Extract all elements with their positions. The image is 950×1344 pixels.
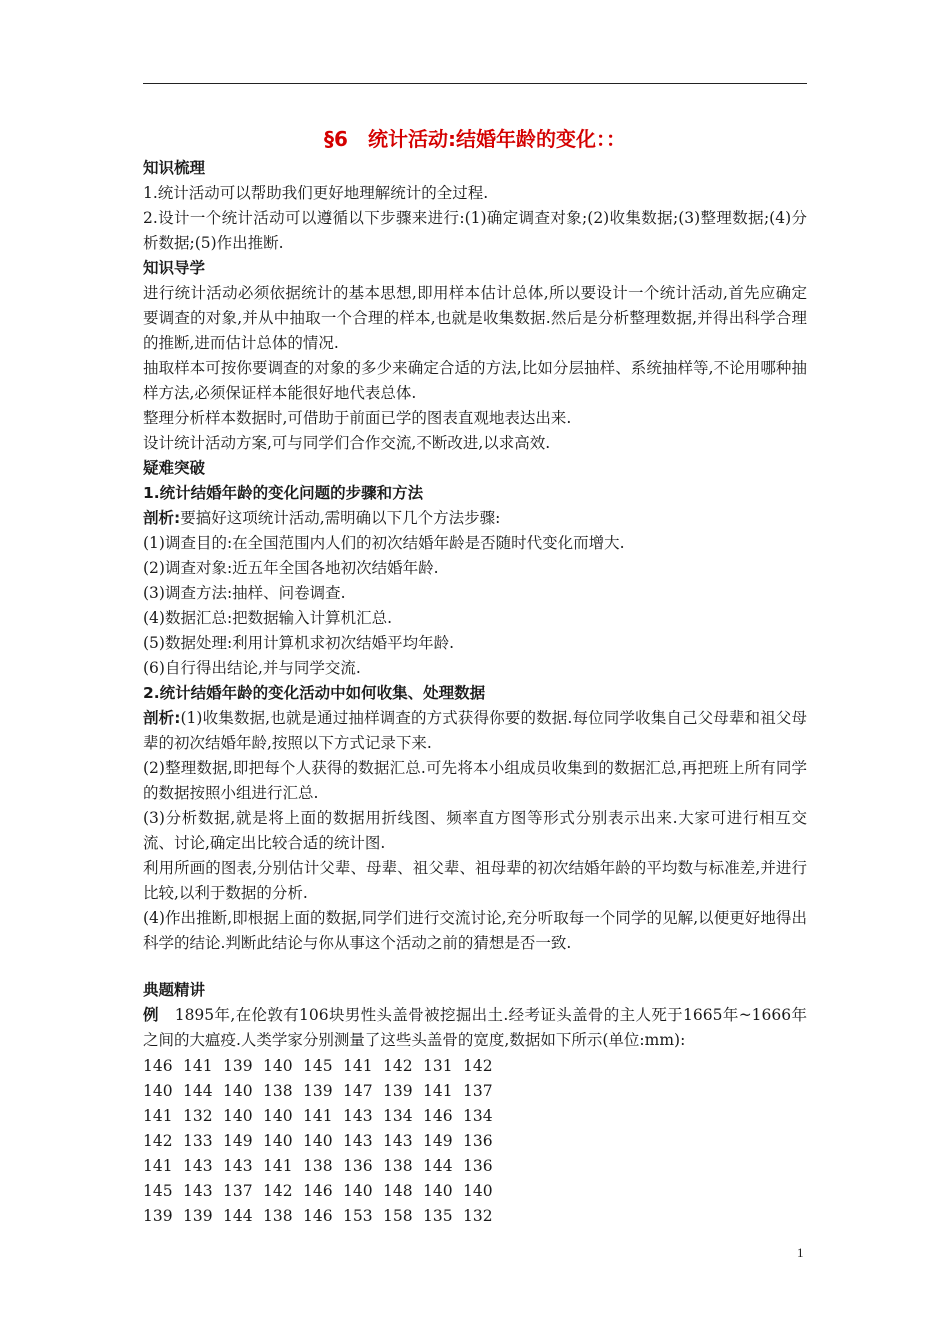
- step-6: (6)自行得出结论,并与同学交流.: [143, 659, 361, 677]
- table-cell: 133: [183, 1131, 213, 1150]
- table-cell: 146: [303, 1181, 333, 1200]
- table-cell: 136: [463, 1156, 493, 1175]
- table-cell: 138: [303, 1156, 333, 1175]
- table-cell: 140: [223, 1106, 253, 1125]
- table-cell: 142: [143, 1131, 173, 1150]
- table-cell: 140: [303, 1131, 333, 1150]
- table-cell: 139: [223, 1056, 253, 1075]
- table-cell: 143: [343, 1131, 373, 1150]
- section-heading-guide: 知识导学: [143, 259, 206, 277]
- table-cell: 140: [343, 1181, 373, 1200]
- table-cell: 146: [303, 1206, 333, 1225]
- table-cell: 146: [423, 1106, 453, 1125]
- table-cell: 132: [183, 1106, 213, 1125]
- table-cell: 138: [263, 1206, 293, 1225]
- table-cell: 137: [463, 1081, 493, 1100]
- table-cell: 138: [263, 1081, 293, 1100]
- table-cell: 141: [343, 1056, 373, 1075]
- table-cell: 140: [463, 1181, 493, 1200]
- question-2-analysis: [143, 706, 807, 756]
- table-cell: 149: [423, 1131, 453, 1150]
- table-row: [143, 1203, 513, 1228]
- table-cell: 136: [463, 1131, 493, 1150]
- table-cell: 142: [263, 1181, 293, 1200]
- analysis-p1: (1)收集数据,也就是通过抽样调查的方式获得你要的数据.每位同学收集自己父母辈和祖父母辈的初次结婚年龄,按照以下方式记录下来.: [143, 709, 807, 752]
- table-cell: 143: [223, 1156, 253, 1175]
- analysis-p5: (4)作出推断,即根据上面的数据,同学们进行交流讨论,充分听取每一个同学的见解,以便更好地得出科学的结论.判断此结论与你从事这个活动之前的猜想是否一致.: [143, 909, 807, 952]
- guide-paragraph-2: 抽取样本可按你要调查的对象的多少来确定合适的方法,比如分层抽样、系统抽样等,不论用哪种抽样方法,必须保证样本能很好地代表总体.: [143, 359, 807, 402]
- table-cell: 138: [383, 1156, 413, 1175]
- table-cell: 144: [423, 1156, 453, 1175]
- table-cell: 139: [303, 1081, 333, 1100]
- table-cell: 145: [303, 1056, 333, 1075]
- table-cell: 148: [383, 1181, 413, 1200]
- skull-width-table: [143, 1053, 513, 1228]
- table-cell: 134: [463, 1106, 493, 1125]
- page-title: §6 统计活动:结婚年龄的变化：：: [324, 127, 626, 151]
- analysis-p2: (2)整理数据,即把每个人获得的数据汇总.可先将本小组成员收集到的数据汇总,再把班上所有同学的数据按照小组进行汇总.: [143, 759, 807, 802]
- section-heading-outline: 知识梳理: [143, 159, 206, 177]
- table-cell: 141: [303, 1106, 333, 1125]
- table-cell: 139: [383, 1081, 413, 1100]
- table-row: [143, 1178, 513, 1203]
- step-1: (1)调查目的:在全国范围内人们的初次结婚年龄是否随时代变化而增大.: [143, 534, 625, 552]
- table-cell: 131: [423, 1056, 453, 1075]
- table-cell: 141: [143, 1106, 173, 1125]
- guide-paragraph-4: 设计统计活动方案,可与同学们合作交流,不断改进,以求高效.: [143, 434, 551, 452]
- question-2-heading: 2.统计结婚年龄的变化活动中如何收集、处理数据: [143, 684, 486, 702]
- table-row: [143, 1103, 513, 1128]
- table-cell: 141: [263, 1156, 293, 1175]
- table-cell: 140: [263, 1131, 293, 1150]
- table-row: [143, 1128, 513, 1153]
- table-cell: 140: [143, 1081, 173, 1100]
- analysis-intro: 要搞好这项统计活动,需明确以下几个方法步骤:: [180, 509, 501, 527]
- table-cell: 140: [423, 1181, 453, 1200]
- page-number: 1: [797, 1245, 804, 1260]
- table-cell: 139: [143, 1206, 173, 1225]
- table-cell: 144: [183, 1081, 213, 1100]
- example-text: [143, 1003, 807, 1053]
- table-cell: 139: [183, 1206, 213, 1225]
- analysis-label: 剖析:: [143, 509, 181, 527]
- section-heading-difficulties: 疑难突破: [143, 459, 206, 477]
- table-cell: 143: [383, 1131, 413, 1150]
- table-cell: 134: [383, 1106, 413, 1125]
- guide-paragraph-3: 整理分析样本数据时,可借助于前面已学的图表直观地表达出来.: [143, 409, 572, 427]
- table-cell: 140: [263, 1056, 293, 1075]
- section-heading-example: 典题精讲: [143, 981, 206, 999]
- table-cell: 140: [223, 1081, 253, 1100]
- table-cell: 144: [223, 1206, 253, 1225]
- analysis-p4: 利用所画的图表,分别估计父辈、母辈、祖父辈、祖母辈的初次结婚年龄的平均数与标准差,并进行比较,以利于数据的分析.: [143, 859, 807, 902]
- table-cell: 146: [143, 1056, 173, 1075]
- table-cell: 132: [463, 1206, 493, 1225]
- table-cell: 142: [383, 1056, 413, 1075]
- table-cell: 153: [343, 1206, 373, 1225]
- table-cell: 158: [383, 1206, 413, 1225]
- example-label: 例: [143, 1006, 159, 1024]
- question-1-analysis: [143, 506, 807, 531]
- table-cell: 145: [143, 1181, 173, 1200]
- table-cell: 147: [343, 1081, 373, 1100]
- step-5: (5)数据处理:利用计算机求初次结婚平均年龄.: [143, 634, 455, 652]
- table-cell: 137: [223, 1181, 253, 1200]
- table-cell: 136: [343, 1156, 373, 1175]
- table-cell: 141: [143, 1156, 173, 1175]
- table-cell: 135: [423, 1206, 453, 1225]
- analysis-p3: (3)分析数据,就是将上面的数据用折线图、频率直方图等形式分别表示出来.大家可进行相互交流、讨论,确定出比较合适的统计图.: [143, 809, 807, 852]
- example-body: 1895年,在伦敦有106块男性头盖骨被挖掘出土.经考证头盖骨的主人死于1665年~1666年之间的大瘟疫.人类学家分别测量了这些头盖骨的宽度,数据如下所示(单位:mm):: [143, 1006, 807, 1049]
- table-cell: 143: [183, 1181, 213, 1200]
- guide-paragraph-1: 进行统计活动必须依据统计的基本思想,即用样本估计总体,所以要设计一个统计活动,首先应确定要调查的对象,并从中抽取一个合理的样本,也就是收集数据.然后是分析整理数据,并得出科学合理的推断,进而估计总体的情况.: [143, 284, 807, 352]
- step-3: (3)调查方法:抽样、问卷调查.: [143, 584, 346, 602]
- table-cell: 140: [263, 1106, 293, 1125]
- table-cell: 141: [423, 1081, 453, 1100]
- table-cell: 149: [223, 1131, 253, 1150]
- step-4: (4)数据汇总:把数据输入计算机汇总.: [143, 609, 393, 627]
- table-row: [143, 1053, 513, 1078]
- table-row: [143, 1078, 513, 1103]
- table-cell: 142: [463, 1056, 493, 1075]
- table-cell: 143: [183, 1156, 213, 1175]
- outline-line-2: 2.设计一个统计活动可以遵循以下步骤来进行:(1)确定调查对象;(2)收集数据;(3)整理数据;(4)分析数据;(5)作出推断.: [143, 209, 807, 252]
- document-body: [143, 124, 807, 1228]
- table-cell: 141: [183, 1056, 213, 1075]
- analysis-label: 剖析:: [143, 709, 181, 727]
- outline-line-1: 1.统计活动可以帮助我们更好地理解统计的全过程.: [143, 184, 489, 202]
- table-row: [143, 1153, 513, 1178]
- step-2: (2)调查对象:近五年全国各地初次结婚年龄.: [143, 559, 439, 577]
- table-cell: 143: [343, 1106, 373, 1125]
- header-rule: [143, 83, 807, 84]
- question-1-heading: 1.统计结婚年龄的变化问题的步骤和方法: [143, 484, 424, 502]
